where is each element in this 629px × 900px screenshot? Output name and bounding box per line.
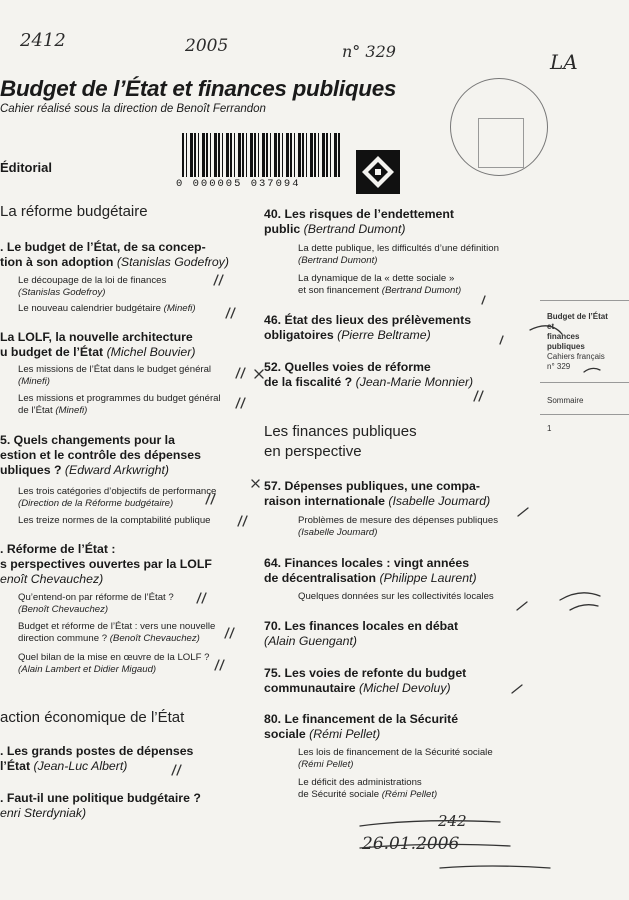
article-title: 57. Dépenses publiques, une compa- bbox=[264, 479, 480, 493]
handwritten-number: n° 329 bbox=[342, 42, 396, 61]
article-author: (Pierre Beltrame) bbox=[337, 328, 431, 342]
subarticle: Budget et réforme de l’État : vers une nouvelle bbox=[18, 621, 216, 632]
article-title-text: ubliques ? bbox=[0, 463, 62, 477]
subarticle: Quel bilan de la mise en œuvre de la LOLF ? bbox=[18, 652, 210, 663]
sidebar-title-3: finances bbox=[547, 332, 580, 341]
subarticle: La dette publique, les difficultés d’une définition bbox=[298, 243, 499, 254]
subarticle: Problèmes de mesure des dépenses publiques bbox=[298, 515, 498, 526]
editorial-label: Éditorial bbox=[0, 160, 53, 175]
article-author: (Alain Guengant) bbox=[264, 634, 357, 648]
subarticle-author-text: (Minefi) bbox=[18, 376, 50, 387]
article-title: estion et le contrôle des dépenses bbox=[0, 448, 201, 462]
handwritten-date: 26.01.2006 bbox=[362, 834, 460, 854]
article-author: (Bertrand Dumont) bbox=[303, 222, 406, 236]
subarticle-author-text: (Rémi Pellet) bbox=[298, 759, 354, 770]
article-title-text: l’État bbox=[0, 759, 31, 773]
subarticle-text: et son financement bbox=[298, 285, 380, 296]
sidebar-title-4: publiques bbox=[547, 342, 585, 351]
section-heading: La réforme budgétaire bbox=[0, 203, 148, 220]
article-title: 80. Le financement de la Sécurité bbox=[264, 712, 459, 726]
subarticle-author-text: (Isabelle Joumard) bbox=[298, 527, 378, 538]
article-title: s perspectives ouvertes par la LOLF bbox=[0, 557, 212, 571]
article-title-text: sociale bbox=[264, 727, 306, 741]
subarticle: Le découpage de la loi de finances bbox=[18, 275, 167, 286]
article-title: La LOLF, la nouvelle architecture bbox=[0, 330, 193, 344]
subarticle-text: direction commune ? bbox=[18, 633, 108, 644]
article-title: 40. Les risques de l’endettement bbox=[264, 207, 454, 221]
subarticle: Le déficit des administrations bbox=[298, 777, 422, 788]
article-title-text: raison internationale bbox=[264, 494, 385, 508]
article-title-text: obligatoires bbox=[264, 328, 334, 342]
article-title: . Faut-il une politique budgétaire ? bbox=[0, 791, 201, 805]
sidebar-page-number: 1 bbox=[547, 424, 552, 433]
subarticle-author: (Rémi Pellet) bbox=[381, 789, 438, 800]
subarticle: Les trois catégories d’objectifs de performance bbox=[18, 486, 217, 497]
article-title: 5. Quels changements pour la bbox=[0, 433, 175, 447]
article-title-text: public bbox=[264, 222, 301, 236]
article-author: enri Sterdyniak) bbox=[0, 806, 87, 820]
subarticle: Les missions de l’État dans le budget général bbox=[18, 364, 212, 375]
article-title: 46. État des lieux des prélèvements bbox=[264, 313, 472, 327]
subarticle: Les lois de financement de la Sécurité sociale bbox=[298, 747, 493, 758]
sidebar-title-2: et bbox=[547, 322, 555, 331]
article-author: (Jean-Luc Albert) bbox=[33, 759, 128, 773]
article-author: (Michel Devoluy) bbox=[359, 681, 451, 695]
article-title: 64. Finances locales : vingt années bbox=[264, 556, 470, 570]
article-title: 70. Les finances locales en débat bbox=[264, 619, 459, 633]
handwritten-year: 2005 bbox=[185, 36, 229, 56]
section-heading: Les finances publiques bbox=[264, 423, 417, 440]
article-author: (Edward Arkwright) bbox=[64, 463, 170, 477]
article-title: 75. Les voies de refonte du budget bbox=[264, 666, 467, 680]
article-title: 52. Quelles voies de réforme bbox=[264, 360, 431, 374]
article-title: . Réforme de l’État : bbox=[0, 542, 116, 556]
sidebar-title-1: Budget de l’État bbox=[547, 312, 608, 321]
subarticle-author-text: (Alain Lambert et Didier Migaud) bbox=[18, 664, 157, 675]
subarticle-author-text: (Benoît Chevauchez) bbox=[18, 604, 109, 615]
article-author: (Philippe Laurent) bbox=[379, 571, 477, 585]
section-heading: action économique de l’État bbox=[0, 709, 185, 726]
subarticle: Qu’entend-on par réforme de l’État ? bbox=[18, 592, 174, 603]
handwritten-code: 2412 bbox=[20, 30, 66, 51]
article-author: (Rémi Pellet) bbox=[309, 727, 381, 741]
barcode-number: 0 000005 037094 bbox=[176, 178, 301, 190]
article-title-text: de décentralisation bbox=[264, 571, 377, 585]
sidebar-issue: n° 329 bbox=[547, 362, 571, 371]
sidebar-summary: Sommaire bbox=[547, 396, 584, 405]
article-author: enoît Chevauchez) bbox=[0, 572, 104, 586]
subarticle: La dynamique de la « dette sociale » bbox=[298, 273, 455, 284]
subarticle-author: (Benoît Chevauchez) bbox=[109, 633, 200, 644]
subarticle-author: (Bertrand Dumont) bbox=[381, 285, 462, 296]
handwritten-corner: LA bbox=[550, 50, 578, 74]
subarticle-text: de l’État bbox=[18, 405, 53, 416]
article-title: . Le budget de l’État, de sa concep- bbox=[0, 240, 206, 254]
subarticle: Les missions et programmes du budget général bbox=[18, 393, 221, 404]
subarticle-author-text: (Direction de la Réforme budgétaire) bbox=[18, 498, 174, 509]
article-title: . Les grands postes de dépenses bbox=[0, 744, 194, 758]
subarticle-text: de Sécurité sociale bbox=[298, 789, 380, 800]
subarticle-author-text: (Bertrand Dumont) bbox=[298, 255, 378, 266]
article-title-text: communautaire bbox=[264, 681, 356, 695]
page-subtitle: Cahier réalisé sous la direction de Benoît Ferrandon bbox=[0, 103, 266, 115]
article-author: (Jean-Marie Monnier) bbox=[355, 375, 474, 389]
subarticle-author: (Minefi) bbox=[55, 405, 88, 416]
article-title-text: de la fiscalité ? bbox=[264, 375, 353, 389]
subarticle-author: (Minefi) bbox=[163, 303, 196, 314]
subarticle: Quelques données sur les collectivités locales bbox=[298, 591, 494, 602]
sidebar-publication: Cahiers français bbox=[547, 352, 605, 361]
section-heading: en perspective bbox=[264, 443, 362, 460]
article-author: (Isabelle Joumard) bbox=[388, 494, 491, 508]
subarticle-text: Le nouveau calendrier budgétaire bbox=[18, 303, 161, 314]
subarticle: Les treize normes de la comptabilité publique bbox=[18, 515, 211, 526]
article-title-text: tion à son adoption bbox=[0, 255, 114, 269]
article-author: (Stanislas Godefroy) bbox=[116, 255, 229, 269]
article-title-text: u budget de l’État bbox=[0, 345, 104, 359]
subarticle-author-text: (Stanislas Godefroy) bbox=[18, 287, 106, 298]
page-title: Budget de l’État et finances publiques bbox=[0, 76, 397, 101]
article-author: (Michel Bouvier) bbox=[106, 345, 196, 359]
handwritten-registration-number: 242 bbox=[438, 812, 467, 830]
